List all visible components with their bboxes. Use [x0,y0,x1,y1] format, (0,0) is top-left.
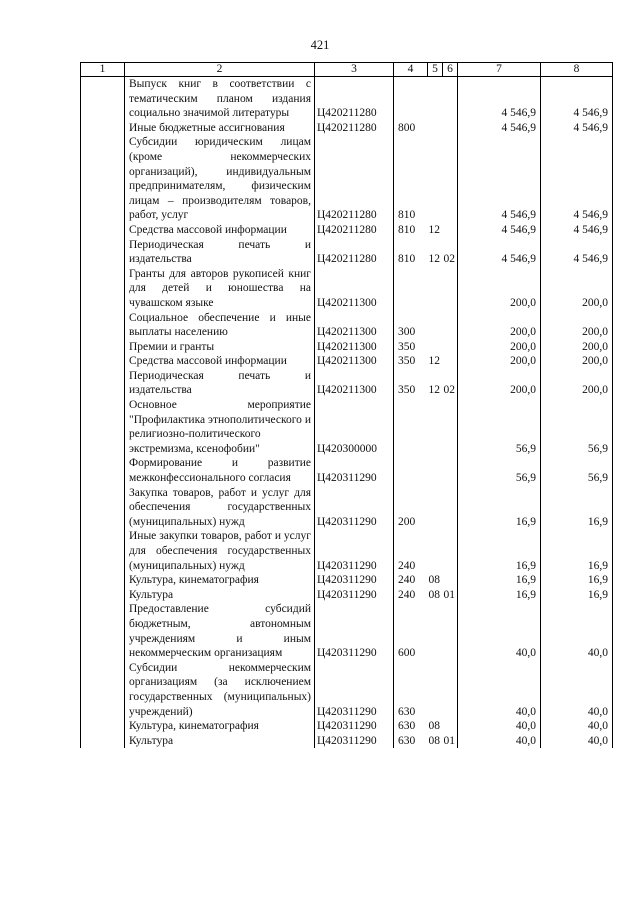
row-index-cell [81,267,125,311]
row-index-cell [81,734,125,749]
table-row [81,602,613,660]
amount-year-1-cell: 40,0 [458,661,541,719]
section-cell [428,529,443,573]
section-cell: 12 [428,223,440,236]
section-cell: 12 [428,355,440,368]
expense-type-cell: 810 [398,223,416,236]
amount-year-1-cell: 4 546,9 [458,135,541,223]
subsection-cell [443,602,458,660]
row-name-cell: Формирование и развитие межконфессионального согласия [125,456,315,485]
amount-year-1-cell: 16,9 [458,573,541,588]
subsection-cell [443,398,458,456]
table-row [81,238,613,267]
target-article-cell: Ц420211300 [315,340,394,355]
amount-year-2-cell: 4 546,9 [541,121,613,136]
target-article-cell: Ц420211300 [315,311,394,340]
amount-year-2-cell: 200,0 [541,340,613,355]
amount-year-1-cell: 4 546,9 [458,223,541,238]
subsection-cell [443,354,458,369]
table-row [81,661,613,719]
target-article-cell: Ц420311290 [315,602,394,660]
row-index-cell [81,77,125,121]
row-index-cell [81,398,125,456]
section-cell: 08 [428,720,440,733]
table-row [81,734,613,749]
row-name-cell: Культура [125,588,315,603]
table-row [81,529,613,573]
subsection-cell [443,340,458,355]
amount-year-1-cell: 200,0 [458,354,541,369]
table-row [81,456,613,485]
target-article-cell: Ц420211300 [315,354,394,369]
amount-year-2-cell: 16,9 [541,588,613,603]
subsection-cell [443,223,458,238]
amount-year-2-cell: 200,0 [541,311,613,340]
row-name-cell: Культура, кинематография [125,573,315,588]
row-index-cell [81,340,125,355]
target-article-cell: Ц420311290 [315,719,394,734]
target-article-cell: Ц420211280 [315,121,394,136]
section-cell [428,661,443,719]
amount-year-2-cell: 4 546,9 [541,135,613,223]
table-row [81,486,613,530]
row-name-cell: Субсидии юридическим лицам (кроме некоммерческих организаций), индивидуальным предпринимателям, физическим лицам – производителям товаров, работ, услуг [125,135,315,223]
amount-year-1-cell: 16,9 [458,588,541,603]
target-article-cell: Ц420311290 [315,486,394,530]
row-name-cell: Предоставление субсидий бюджетным, автономным учреждениям и иным некоммерческим организациям [125,602,315,660]
section-cell [428,456,443,485]
target-article-cell: Ц420211300 [315,267,394,311]
amount-year-2-cell: 4 546,9 [541,238,613,267]
column-header-5: 5 [428,63,443,77]
amount-year-2-cell: 56,9 [541,398,613,456]
amount-year-2-cell: 40,0 [541,719,613,734]
amount-year-1-cell: 40,0 [458,602,541,660]
subsection-cell [443,121,458,136]
section-cell [428,121,443,136]
section-cell [428,602,443,660]
amount-year-2-cell: 200,0 [541,267,613,311]
amount-year-2-cell: 56,9 [541,456,613,485]
row-name-cell: Средства массовой информации [125,223,315,238]
target-article-cell: Ц420211280 [315,238,394,267]
expense-type-cell [394,398,428,456]
amount-year-1-cell: 56,9 [458,456,541,485]
row-index-cell [81,369,125,398]
section-cell [428,340,443,355]
subsection-cell [443,135,458,223]
expense-type-cell: 810 [398,209,416,222]
amount-year-1-cell: 200,0 [458,267,541,311]
amount-year-2-cell: 200,0 [541,354,613,369]
amount-year-1-cell: 4 546,9 [458,77,541,121]
section-cell [428,398,443,456]
column-header-3: 3 [315,63,394,77]
row-name-cell: Социальное обеспечение и иные выплаты населению [125,311,315,340]
section-cell: 08 [428,588,440,601]
row-index-cell [81,135,125,223]
subsection-cell [443,573,458,588]
subsection-cell [443,267,458,311]
section-cell [428,77,443,121]
section-cell [428,135,443,223]
table-row [81,121,613,136]
subsection-cell [443,661,458,719]
expense-type-cell: 630 [398,720,416,733]
row-index-cell [81,719,125,734]
expense-type-cell [394,77,428,121]
column-header-1: 1 [81,63,125,77]
amount-year-1-cell: 16,9 [458,529,541,573]
target-article-cell: Ц420311290 [315,588,394,603]
row-index-cell [81,456,125,485]
amount-year-1-cell: 200,0 [458,340,541,355]
row-name-cell: Иные закупки товаров, работ и услуг для обеспечения государственных (муниципальных) нужд [125,529,315,573]
amount-year-1-cell: 56,9 [458,398,541,456]
expense-type-cell: 800 [398,121,416,134]
row-index-cell [81,486,125,530]
row-name-cell: Периодическая печать и издательства [125,369,315,398]
expense-type-cell: 630 [398,705,416,718]
amount-year-2-cell: 40,0 [541,602,613,660]
table-row [81,369,613,398]
subsection-cell [443,719,458,734]
target-article-cell: Ц420311290 [315,661,394,719]
row-index-cell [81,354,125,369]
table-row [81,573,613,588]
row-name-cell: Закупка товаров, работ и услуг для обеспечения государственных (муниципальных) нужд [125,486,315,530]
target-article-cell: Ц420311290 [315,456,394,485]
section-cell: 08 [428,734,440,747]
column-header-7: 7 [458,63,541,77]
target-article-cell: Ц420211300 [315,369,394,398]
row-name-cell: Культура [125,734,315,749]
amount-year-2-cell: 40,0 [541,734,613,749]
section-cell [428,486,443,530]
row-index-cell [81,529,125,573]
expense-type-cell: 300 [398,326,416,339]
row-name-cell: Культура, кинематография [125,719,315,734]
column-header-8: 8 [541,63,613,77]
section-cell: 12 [428,253,440,266]
section-cell: 08 [428,574,440,587]
table-row [81,398,613,456]
table-row [81,588,613,603]
expense-type-cell: 810 [398,253,416,266]
row-name-cell: Иные бюджетные ассигнования [125,121,315,136]
row-index-cell [81,121,125,136]
amount-year-1-cell: 4 546,9 [458,121,541,136]
amount-year-2-cell: 16,9 [541,573,613,588]
row-index-cell [81,588,125,603]
table-row [81,267,613,311]
row-index-cell [81,602,125,660]
subsection-cell [443,456,458,485]
row-name-cell: Выпуск книг в соответствии с тематическим планом издания социально значимой литературы [125,77,315,121]
subsection-cell [443,311,458,340]
expense-type-cell: 240 [398,574,416,587]
expense-type-cell: 240 [398,559,416,572]
subsection-cell: 02 [443,369,458,398]
amount-year-2-cell: 40,0 [541,661,613,719]
subsection-cell [443,529,458,573]
table-row [81,135,613,223]
table-row [81,311,613,340]
expense-type-cell: 350 [398,384,416,397]
row-name-cell: Основное мероприятие "Профилактика этнополитического и религиозно-политического экстремизма, ксенофобии" [125,398,315,456]
target-article-cell: Ц420300000 [315,398,394,456]
subsection-cell: 02 [443,238,458,267]
subsection-cell: 01 [443,588,458,603]
column-header-4: 4 [394,63,428,77]
column-header-6: 6 [443,63,458,77]
row-name-cell: Гранты для авторов рукописей книг для детей и юношества на чувашском языке [125,267,315,311]
table-header [81,63,613,77]
expense-type-cell: 350 [398,340,416,353]
expense-type-cell [394,456,428,485]
table-body [81,77,613,749]
subsection-cell: 01 [443,734,458,749]
target-article-cell: Ц420311290 [315,573,394,588]
amount-year-1-cell: 40,0 [458,719,541,734]
amount-year-1-cell: 4 546,9 [458,238,541,267]
table-row [81,719,613,734]
row-name-cell: Периодическая печать и издательства [125,238,315,267]
table-row [81,354,613,369]
column-header-2: 2 [125,63,315,77]
amount-year-2-cell: 200,0 [541,369,613,398]
page-number: 421 [310,38,330,52]
row-name-cell: Премии и гранты [125,340,315,355]
row-index-cell [81,311,125,340]
expense-type-cell: 600 [398,647,416,660]
row-index-cell [81,223,125,238]
amount-year-2-cell: 16,9 [541,529,613,573]
subsection-cell [443,486,458,530]
expense-type-cell: 240 [398,588,416,601]
expense-type-cell [394,267,428,311]
table-row [81,77,613,121]
target-article-cell: Ц420211280 [315,135,394,223]
subsection-cell [443,77,458,121]
amount-year-1-cell: 200,0 [458,369,541,398]
target-article-cell: Ц420311290 [315,529,394,573]
row-index-cell [81,238,125,267]
table-row [81,223,613,238]
expense-type-cell: 350 [398,355,416,368]
table-row [81,340,613,355]
target-article-cell: Ц420311290 [315,734,394,749]
target-article-cell: Ц420211280 [315,223,394,238]
amount-year-2-cell: 4 546,9 [541,77,613,121]
section-cell: 12 [428,384,440,397]
budget-table [80,62,613,748]
section-cell [428,267,443,311]
row-index-cell [81,661,125,719]
amount-year-1-cell: 16,9 [458,486,541,530]
amount-year-2-cell: 16,9 [541,486,613,530]
amount-year-1-cell: 40,0 [458,734,541,749]
target-article-cell: Ц420211280 [315,77,394,121]
row-name-cell: Средства массовой информации [125,354,315,369]
row-name-cell: Субсидии некоммерческим организациям (за исключением государственных (муниципальных) учреждений) [125,661,315,719]
expense-type-cell: 200 [398,515,416,528]
amount-year-2-cell: 4 546,9 [541,223,613,238]
amount-year-1-cell: 200,0 [458,311,541,340]
row-index-cell [81,573,125,588]
expense-type-cell: 630 [398,734,416,747]
section-cell [428,311,443,340]
